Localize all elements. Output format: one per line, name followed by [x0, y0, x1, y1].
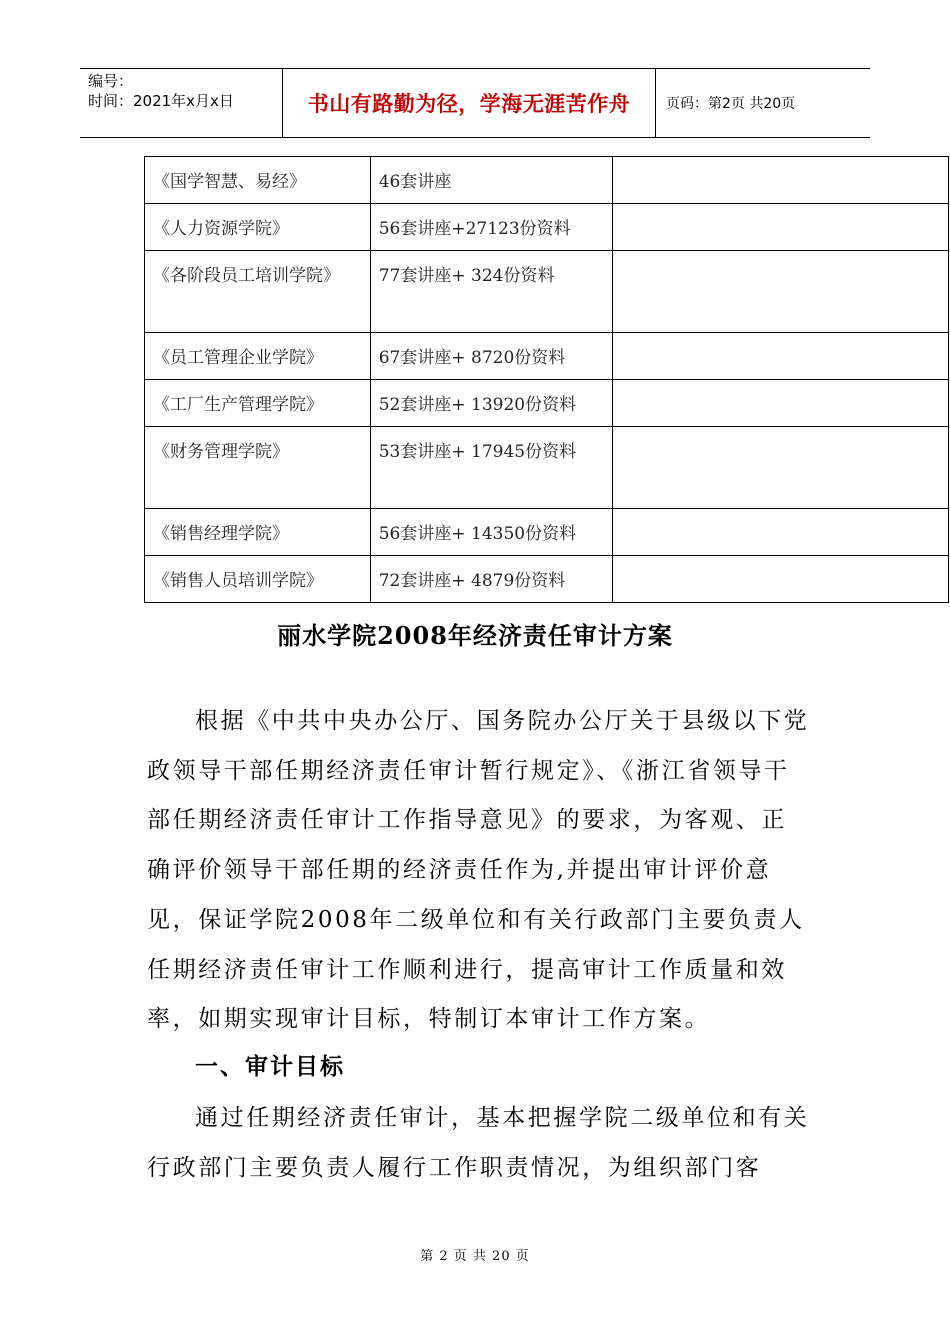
- table-cell: [613, 509, 949, 556]
- paragraph-intro: 根据《中共中央办公厅、国务院办公厅关于县级以下党政领导干部任期经济责任审计暂行规定》、《浙江省领导干部任期经济责任审计工作指导意见》的要求，为客观、正确评价领导干部任期的经济责任作为,并提出审计评价意见，保证学院2008年二级单位和有关行政部门主要负责人任期经济责任审计工作顺利进行，提高审计工作质量和效率，如期实现审计目标，特制订本审计工作方案。: [147, 708, 810, 1033]
- table-cell: [613, 251, 949, 333]
- table-cell: [613, 556, 949, 603]
- table-cell: 《国学智慧、易经》: [145, 157, 371, 204]
- header-page-info: 页码：第2页 共20页: [666, 96, 796, 112]
- paragraph-audit-goal: 通过任期经济责任审计，基本把握学院二级单位和有关行政部门主要负责人履行工作职责情况，为组织部门客: [147, 1105, 810, 1181]
- table-row: [145, 509, 949, 556]
- table-cell: 《工厂生产管理学院》: [145, 380, 371, 427]
- table-cell: [613, 333, 949, 380]
- table-cell: [613, 380, 949, 427]
- table-cell: 53套讲座+ 17945份资料: [370, 427, 613, 509]
- header-number-label: 编号：: [88, 72, 134, 90]
- table-cell: [613, 204, 949, 251]
- page-footer: 第 2 页 共 20 页: [420, 1249, 530, 1264]
- page-header: [80, 68, 870, 138]
- table-row: [145, 251, 949, 333]
- table-row: [145, 333, 949, 380]
- course-table: [144, 156, 949, 603]
- table-cell: 46套讲座: [370, 157, 613, 204]
- table-row: [145, 427, 949, 509]
- table-cell: 《人力资源学院》: [145, 204, 371, 251]
- header-motto: 书山有路勤为径，学海无涯苦作舟: [282, 69, 656, 137]
- table-cell: 56套讲座+ 14350份资料: [370, 509, 613, 556]
- table-cell: 《销售人员培训学院》: [145, 556, 371, 603]
- header-meta: [80, 69, 282, 137]
- table-cell: 《员工管理企业学院》: [145, 333, 371, 380]
- table-cell: 56套讲座+27123份资料: [370, 204, 613, 251]
- table-cell: 77套讲座+ 324份资料: [370, 251, 613, 333]
- section-heading-audit-goal: 一、审计目标: [195, 1054, 345, 1080]
- table-cell: [613, 427, 949, 509]
- table-cell: 67套讲座+ 8720份资料: [370, 333, 613, 380]
- table-cell: [613, 157, 949, 204]
- table-cell: 52套讲座+ 13920份资料: [370, 380, 613, 427]
- table-cell: 《各阶段员工培训学院》: [145, 251, 371, 333]
- table-cell: 《财务管理学院》: [145, 427, 371, 509]
- table-row: [145, 380, 949, 427]
- document-title: 丽水学院2008年经济责任审计方案: [277, 621, 673, 650]
- table-row: [145, 204, 949, 251]
- table-cell: 《销售经理学院》: [145, 509, 371, 556]
- table-row: [145, 556, 949, 603]
- table-row: [145, 157, 949, 204]
- table-cell: 72套讲座+ 4879份资料: [370, 556, 613, 603]
- header-time-label: 时间：2021年x月x日: [88, 92, 234, 110]
